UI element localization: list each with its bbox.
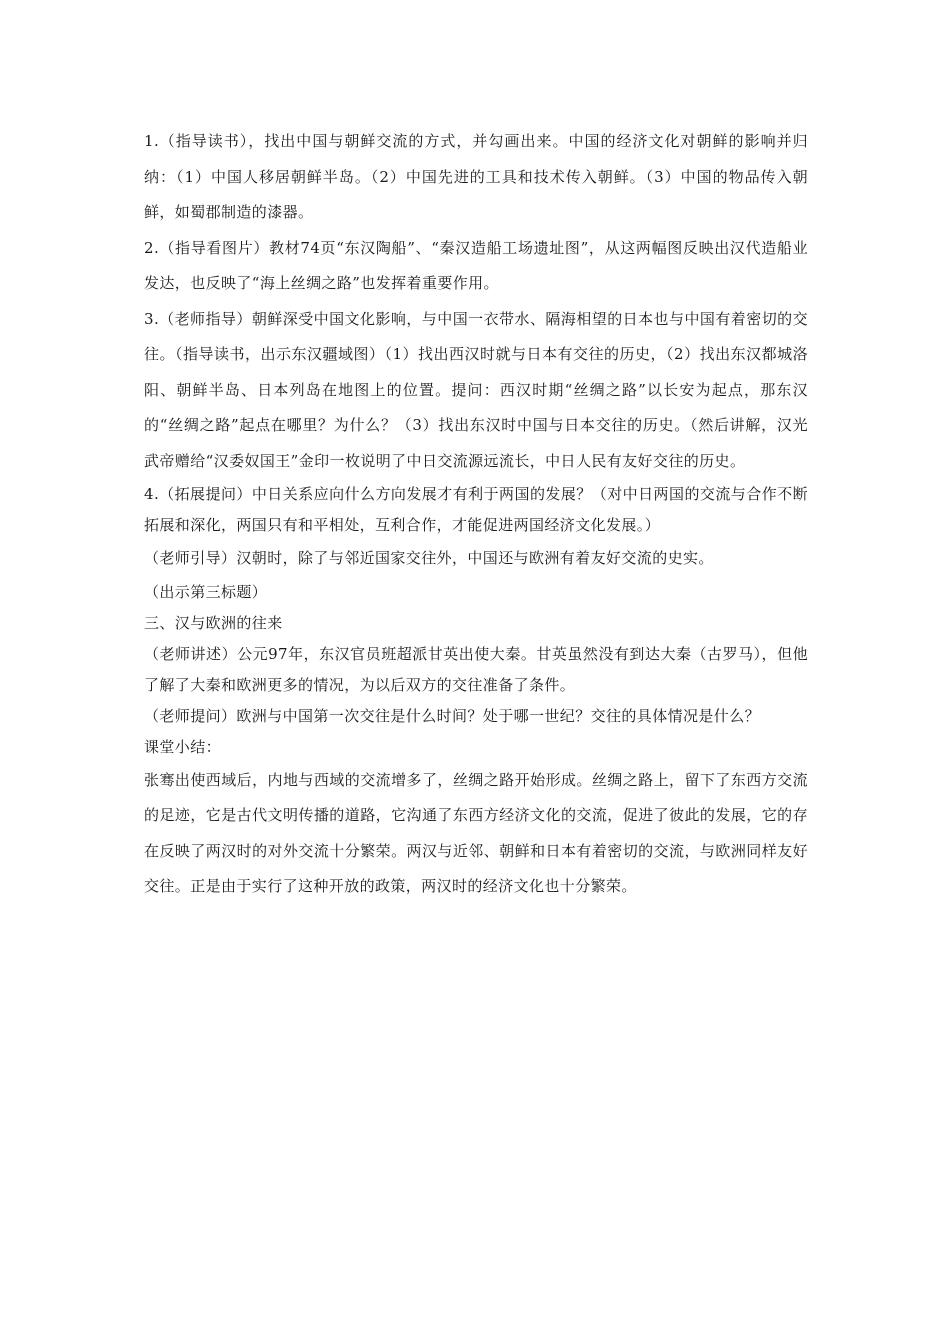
paragraph-teacher-narration: （老师讲述）公元97年，东汉官员班超派甘英出使大秦。甘英虽然没有到达大秦（古罗马），但他了解了大秦和欧洲更多的情况，为以后双方的交往准备了条件。	[144, 644, 808, 694]
paragraph-teacher-guide: （老师引导）汉朝时，除了与邻近国家交往外，中国还与欧洲有着友好交流的史实。	[144, 549, 714, 567]
paragraph-1-korea-exchange: 1.（指导读书），找出中国与朝鲜交流的方式，并勾画出来。中国的经济文化对朝鲜的影响并归纳：（1）中国人移居朝鲜半岛。（2）中国先进的工具和技术传入朝鲜。（3）中国的物品传入朝鲜，如蜀郡制造的漆器。	[144, 132, 808, 221]
paragraph-show-third-heading: （出示第三标题）	[144, 582, 268, 601]
paragraph-3-japan-exchange: 3.（老师指导）朝鲜深受中国文化影响，与中国一衣带水、隔海相望的日本也与中国有着密切的交往。（指导读书，出示东汉疆域图）（1）找出西汉时就与日本有交往的历史，（2）找出东汉都城洛阳、朝鲜半岛、日本列岛在地图上的位置。提问：西汉时期“丝绸之路”以长安为起点，那东汉的“丝绸之路”起点在哪里？为什么？（3）找出东汉时中国与日本交往的历史。（然后讲解，汉光武帝赠给“汉委奴国王”金印一枚说明了中日交流源远流长，中日人民有友好交往的历史。	[144, 309, 808, 470]
paragraph-teacher-question: （老师提问）欧洲与中国第一次交往是什么时间？处于哪一世纪？交往的具体情况是什么？	[144, 706, 761, 725]
section-heading-han-europe: 三、汉与欧洲的往来	[144, 613, 283, 632]
document-page	[144, 124, 808, 905]
paragraph-summary: 张骞出使西域后，内地与西域的交流增多了，丝绸之路开始形成。丝绸之路上，留下了东西方交流的足迹，它是古代文明传播的道路，它沟通了东西方经济文化的交流，促进了彼此的发展，它的存在反映了两汉时的对外交流十分繁荣。两汉与近邻、朝鲜和日本有着密切的交流，与欧洲同样友好交往。正是由于实行了这种开放的政策，两汉时的经济文化也十分繁荣。	[144, 770, 808, 895]
paragraph-4-extension-question: 4.（拓展提问）中日关系应向什么方向发展才有利于两国的发展？（对中日两国的交流与合作不断拓展和深化，两国只有和平相处，互利合作，才能促进两国经济文化发展。）	[144, 485, 808, 534]
paragraph-2-shipbuilding: 2.（指导看图片）教材74页“东汉陶船”、“秦汉造船工场遗址图”，从这两幅图反映出汉代造船业发达，也反映了“海上丝绸之路”也发挥着重要作用。	[144, 238, 808, 292]
classroom-summary-heading: 课堂小结：	[144, 737, 222, 756]
